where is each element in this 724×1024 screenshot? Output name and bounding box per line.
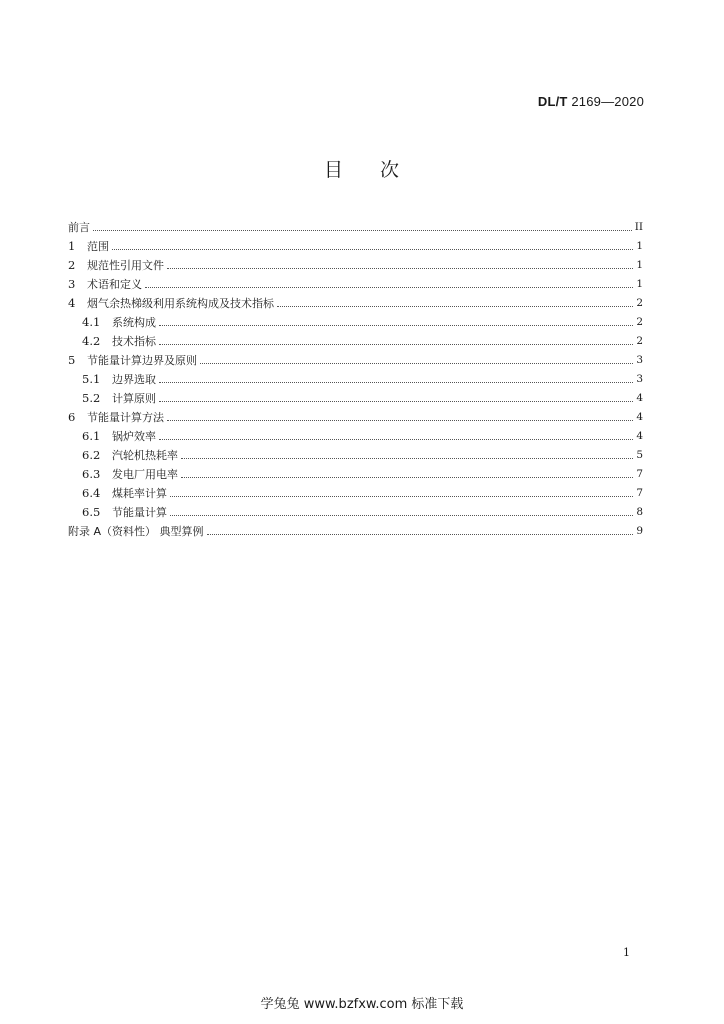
toc-entry-page: 3 [636,354,643,366]
toc-entry[interactable] [68,424,643,443]
table-of-contents [68,215,643,538]
toc-entry-label: 锅炉效率 [112,430,156,443]
toc-entry-label: 煤耗率计算 [112,487,167,500]
toc-leader-dots [159,401,633,402]
toc-entry-label: 技术指标 [112,335,156,348]
toc-leader-dots [170,496,633,497]
toc-entry-label: 汽轮机热耗率 [112,449,178,462]
toc-entry-number: 5.1 [82,372,101,386]
toc-leader-dots [112,249,633,250]
toc-leader-dots [93,230,632,231]
toc-leader-dots [159,344,633,345]
toc-entry-page: 1 [636,240,643,252]
toc-entry-number: 4.2 [82,334,101,348]
title-char-1: 目 [323,159,344,181]
toc-entry-label: 术语和定义 [87,278,142,291]
toc-entry-number: 6.1 [82,429,101,443]
standard-code-number: 2169—2020 [571,94,644,109]
toc-entry-number: 4 [68,296,76,310]
toc-entry[interactable] [68,405,643,424]
toc-entry-page: 2 [636,316,643,328]
toc-entry-page: II [634,221,643,233]
toc-entry-number: 1 [68,239,76,253]
toc-leader-dots [167,268,633,269]
toc-entry-page: 8 [636,506,643,518]
toc-entry-page: 3 [636,373,643,385]
toc-entry[interactable] [68,462,643,481]
toc-entry-page: 4 [636,392,643,404]
toc-entry-page: 2 [636,335,643,347]
toc-entry[interactable] [68,291,643,310]
toc-entry[interactable] [68,443,643,462]
watermark-text: 学兔兔 www.bzfxw.com 标准下载 [260,997,464,1012]
toc-entry-number: 6.2 [82,448,101,462]
toc-entry-number: 6.4 [82,486,101,500]
toc-leader-dots [170,515,633,516]
toc-entry[interactable] [68,272,643,291]
toc-entry-page: 2 [636,297,643,309]
toc-entry-label: 边界选取 [112,373,156,386]
toc-leader-dots [159,439,633,440]
toc-entry[interactable] [68,500,643,519]
page-title [0,155,724,182]
toc-entry-page: 5 [636,449,643,461]
toc-entry-label: 发电厂用电率 [112,468,178,481]
toc-entry[interactable] [68,253,643,272]
toc-entry[interactable] [68,234,643,253]
toc-entry[interactable] [68,329,643,348]
toc-leader-dots [145,287,633,288]
toc-entry[interactable] [68,367,643,386]
title-char-2: 次 [380,159,401,181]
toc-leader-dots [207,534,634,535]
toc-entry[interactable] [68,386,643,405]
toc-entry-label: 节能量计算方法 [87,411,164,424]
toc-entry-number: 2 [68,258,76,272]
toc-entry-label: 计算原则 [112,392,156,405]
toc-entry[interactable] [68,481,643,500]
toc-entry-page: 1 [636,259,643,271]
toc-entry-number: 3 [68,277,76,291]
toc-leader-dots [181,477,633,478]
toc-entry[interactable] [68,215,643,234]
toc-entry[interactable] [68,310,643,329]
toc-entry-number: 6.3 [82,467,101,481]
toc-entry-label: 规范性引用文件 [87,259,164,272]
standard-code [538,94,644,109]
toc-leader-dots [159,325,633,326]
standard-code-prefix: DL/T [537,94,568,109]
toc-entry-page: 4 [636,411,643,423]
toc-entry-label: 节能量计算 [112,506,167,519]
toc-entry[interactable] [68,519,643,538]
toc-entry-number: 5 [68,353,76,367]
toc-leader-dots [159,382,633,383]
toc-leader-dots [167,420,633,421]
toc-entry-page: 7 [636,487,643,499]
toc-leader-dots [181,458,633,459]
toc-entry-page: 4 [636,430,643,442]
page-number: 1 [623,946,630,959]
toc-entry-label: 节能量计算边界及原则 [87,354,197,367]
toc-entry-number: 6.5 [82,505,101,519]
toc-entry-label: 范围 [87,240,109,253]
toc-entry-label: 附录 A（资料性） 典型算例 [68,525,204,538]
toc-entry-page: 7 [636,468,643,480]
toc-entry-page: 9 [636,525,643,537]
toc-entry[interactable] [68,348,643,367]
toc-entry-label: 前言 [68,221,90,234]
toc-leader-dots [200,363,633,364]
toc-entry-number: 6 [68,410,76,424]
toc-entry-page: 1 [636,278,643,290]
toc-entry-label: 烟气余热梯级利用系统构成及技术指标 [87,297,274,310]
toc-entry-number: 4.1 [82,315,101,329]
toc-entry-label: 系统构成 [112,316,156,329]
toc-entry-number: 5.2 [82,391,101,405]
toc-leader-dots [277,306,633,307]
